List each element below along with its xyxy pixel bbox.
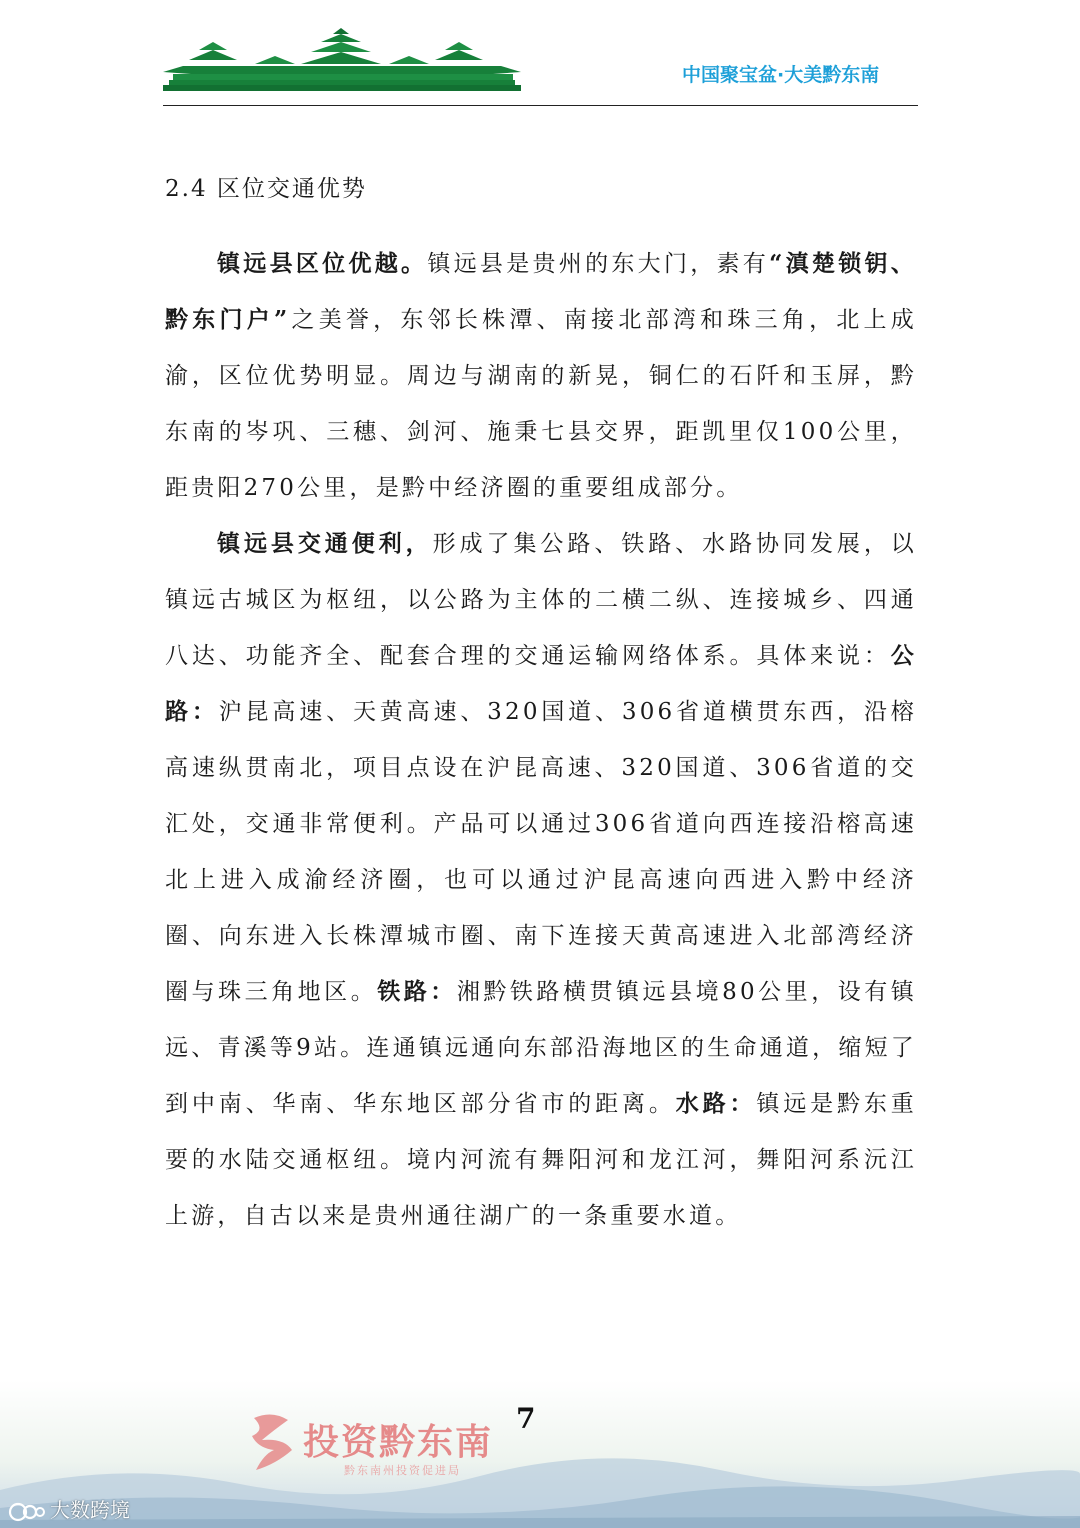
paragraph-text: 沪昆高速、天黄高速、320国道、306省道横贯东西，沿榕高速纵贯南北，项目点设在沪昆高速、320国道、306省道的交汇处，交通非常便利。产品可以通过306省道向西连接沿榕高速北上进入成渝经济圈，也可以通过沪昆高速向西进入黔中经济圈、向东进入长株潭城市圈、南下连接天黄高速进入北部湾经济圈与珠三角地区。 — [165, 699, 917, 1005]
footer-logo-subtext: 黔东南州投资促进局 — [344, 1464, 461, 1477]
paragraph-bold-waterway: 水路： — [675, 1090, 757, 1117]
paragraph-bold-highway: 公路： — [165, 642, 917, 725]
paragraph-text: 镇远县是贵州的东大门，素有 — [427, 251, 770, 277]
paragraph-text: 湘黔铁路横贯镇远县境80公里，设有镇远、青溪等9站。连通镇远通向东部沿海地区的生命通道，缩短了到中南、华南、华东地区部分省市的距离。 — [165, 979, 917, 1117]
header-banner-bridge-icon — [163, 28, 521, 94]
paragraph-text: 形成了集公路、铁路、水路协同发展，以镇远古城区为枢纽，以公路为主体的二横二纵、连接城乡、四通八达、功能齐全、配套合理的交通运输网络体系。具体来说： — [165, 531, 917, 669]
chat-bubble-icon — [8, 1501, 46, 1523]
paragraph-bold-railway: 铁路： — [377, 978, 457, 1005]
header-divider — [163, 105, 918, 106]
header-slogan: 中国聚宝盆·大美黔东南 — [682, 64, 880, 86]
calligraphy-seal-icon — [244, 1410, 300, 1476]
page-number: 7 — [516, 1402, 536, 1435]
paragraph-bold: “滇楚锁钥、黔东门户” — [165, 250, 917, 333]
paragraph-transport — [165, 516, 917, 1244]
paragraph-text: 之美誉，东邻长株潭、南接北部湾和珠三角，北上成渝，区位优势明显。周边与湖南的新晃，铜仁的石阡和玉屏，黔东南的岑巩、三穗、剑河、施秉七县交界，距凯里仅100公里，距贵阳270公里，是黔中经济圈的重要组成部分。 — [165, 307, 917, 501]
paragraph-text: 镇远是黔东重要的水陆交通枢纽。境内河流有舞阳河和龙江河，舞阳河系沅江上游，自古以来是贵州通往湖广的一条重要水道。 — [165, 1091, 917, 1229]
paragraph-location — [165, 236, 917, 516]
watermark-text: 大数跨境 — [50, 1498, 130, 1522]
paragraph-lead: 镇远县区位优越。 — [217, 250, 428, 277]
footer-landscape-background — [0, 1380, 1080, 1528]
footer-logo-text: 投资黔东南 — [303, 1421, 494, 1463]
section-heading: 2.4 区位交通优势 — [165, 176, 367, 202]
paragraph-lead: 镇远县交通便利， — [217, 530, 433, 557]
watermark — [8, 1494, 130, 1523]
